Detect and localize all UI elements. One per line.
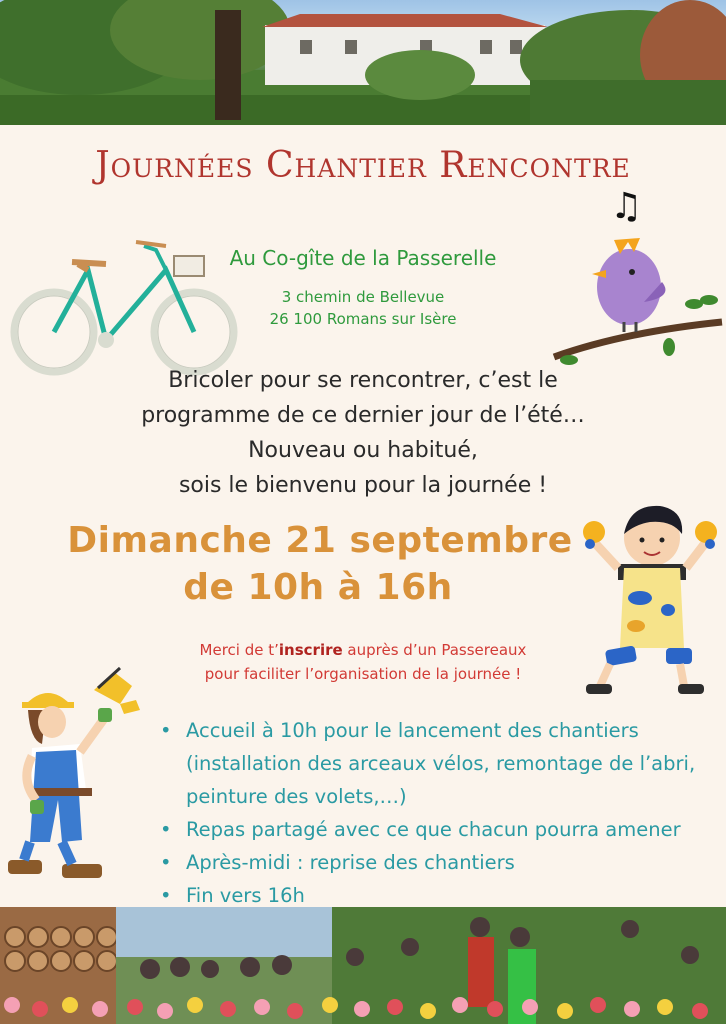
list-item: • Fin vers 16h <box>160 879 720 912</box>
venue-name: Au Co-gîte de la Passerelle <box>229 246 497 270</box>
registration-note-line-2: pour faciliter l’organisation de la journée ! <box>204 665 522 683</box>
volunteers-photo-illustration <box>0 907 726 1024</box>
worker-with-drill-icon <box>2 660 152 892</box>
note-text: Merci de t’ <box>199 641 279 659</box>
note-text: auprès d’un Passereaux <box>342 641 527 659</box>
registration-note-line-1 <box>100 641 626 659</box>
intro-line-4: sois le bienvenu pour la journée ! <box>178 473 548 498</box>
event-date: Dimanche 21 septembre <box>67 520 573 561</box>
program-list <box>160 714 720 912</box>
bird-on-branch-icon <box>544 182 724 377</box>
event-hours: de 10h à 16h <box>183 567 453 608</box>
list-item: • Après-midi : reprise des chantiers <box>160 846 720 879</box>
intro-line-2: programme de ce dernier jour de l’été… <box>141 403 585 428</box>
header-photo <box>0 0 726 125</box>
list-item: • Repas partagé avec ce que chacun pourra amener <box>160 813 720 846</box>
svg-text:♫: ♫ <box>610 186 643 227</box>
countryside-house-illustration <box>0 0 726 125</box>
footer-photo <box>0 907 726 1024</box>
address-line-1: 3 chemin de Bellevue <box>281 288 445 306</box>
page-title: Journées Chantier Rencontre <box>95 145 631 186</box>
intro-line-3: Nouveau ou habitué, <box>248 438 478 463</box>
intro-line-1: Bricoler pour se rencontrer, c’est le <box>168 368 558 393</box>
address-line-2: 26 100 Romans sur Isère <box>269 310 457 328</box>
note-emphasis: inscrire <box>278 641 343 659</box>
list-item: • Accueil à 10h pour le lancement des chantiers (installation des arceaux vélos, remontage de l’abri, peinture des volets,…) <box>160 714 720 813</box>
